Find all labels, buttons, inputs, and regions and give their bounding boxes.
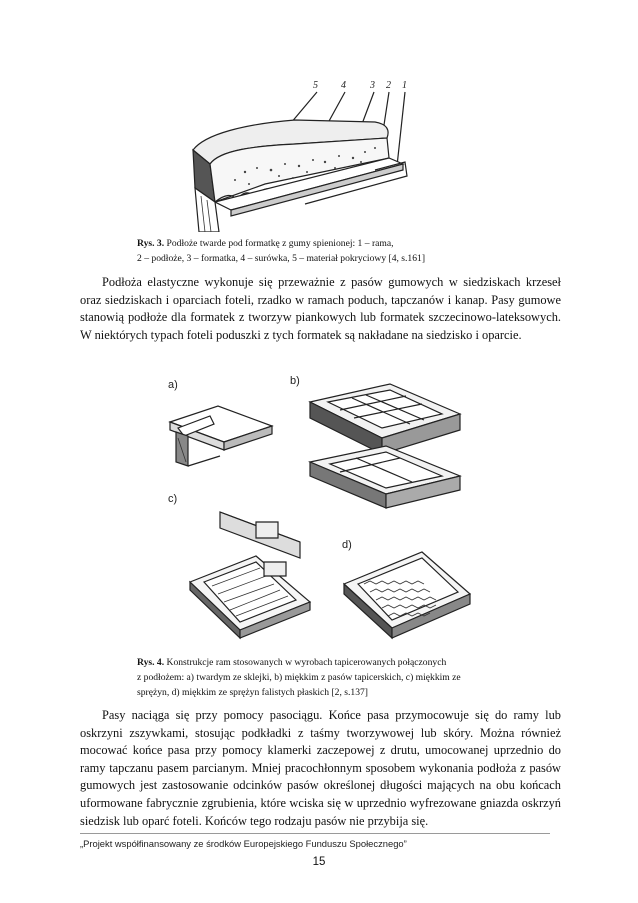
page-number: 15 <box>312 856 326 868</box>
paragraph-elastic-bases: Podłoża elastyczne wykonuje się przeważnie z pasów gumowych w siedziskach krzeseł oraz siedziskach i oparciach foteli, rzadko w ramach poduch, tapczanów i kanap. Pasy gumowe stanowią podłoże dla formatek z tworzyw piankowych lub formatek szczecinowo-lateksowych. W niektórych typach foteli poduszki z tych formatek są nakładane na siedzisko i oparcie. <box>80 275 561 342</box>
panel-c-spring-frame <box>190 512 310 638</box>
label-1: 1 <box>402 80 407 91</box>
figure-3-caption-line-1: Podłoże twarde pod formatkę z gumy spienionej: 1 – rama, <box>166 238 394 249</box>
panel-label-a: a) <box>168 379 178 391</box>
label-4: 4 <box>341 80 346 91</box>
label-5: 5 <box>313 80 318 91</box>
panel-b-webbing-frame <box>310 384 460 508</box>
figure-4-illustration <box>160 362 480 646</box>
frame-constructions-drawing <box>160 362 480 646</box>
figure-4-caption-line-3: sprężyn, d) miękkim ze sprężyn falistych płaskich [2, s.137] <box>137 687 368 698</box>
paragraph-strap-tensioning: Pasy naciąga się przy pomocy pasociągu. Końce pasa przymocowuje się do ramy lub oskrzyni zszywkami, stosując podkładki z taśmy tworzywowej lub skóry. Można również mocować końce pasa przy pomocy klamerki zaczepowej z drutu, umocowanej uprzednio do ramy tapczanu pasem parcianym. Mniej pracochłonnym sposobem wykonania podłoża z pasów gumowych jest zastosowanie odcinków pasów określonej długości mających na obu końcach uformowane fabrycznie zgrubienia, które wciska się w uprzednio wyfrezowane gniazda oskrzyń siedzisk lub oparć foteli. Końców tego rodzaju pasów nie przybija się. <box>80 708 561 828</box>
figure-4-caption <box>137 655 509 700</box>
panel-label-b: b) <box>290 375 300 387</box>
label-2: 2 <box>386 80 391 91</box>
figure-4-caption-line-2: z podłożem: a) twardym ze sklejki, b) miękkim z pasów tapicerskich, c) miękkim ze <box>137 672 461 683</box>
figure-3-caption-label: Rys. 3. <box>137 238 165 249</box>
footer-funding-note: „Projekt współfinansowany ze środków Europejskiego Funduszu Społecznego” <box>80 838 407 849</box>
panel-label-d: d) <box>342 539 352 551</box>
figure-3-illustration <box>175 72 445 232</box>
panel-a-plywood-frame <box>170 406 272 466</box>
figure-4-caption-line-1: Konstrukcje ram stosowanych w wyrobach tapicerowanych połączonych <box>166 657 447 668</box>
panel-d-zigzag-spring-frame <box>344 552 470 638</box>
panel-label-c: c) <box>168 493 178 505</box>
footer-divider <box>80 833 550 834</box>
figure-3-caption <box>137 236 509 266</box>
label-3: 3 <box>370 80 375 91</box>
figure-4-caption-label: Rys. 4. <box>137 657 165 668</box>
upholstered-seat-cross-section-drawing <box>175 72 445 232</box>
figure-3-caption-line-2: 2 – podłoże, 3 – formatka, 4 – surówka, 5 – materiał pokryciowy [4, s.161] <box>137 253 426 264</box>
